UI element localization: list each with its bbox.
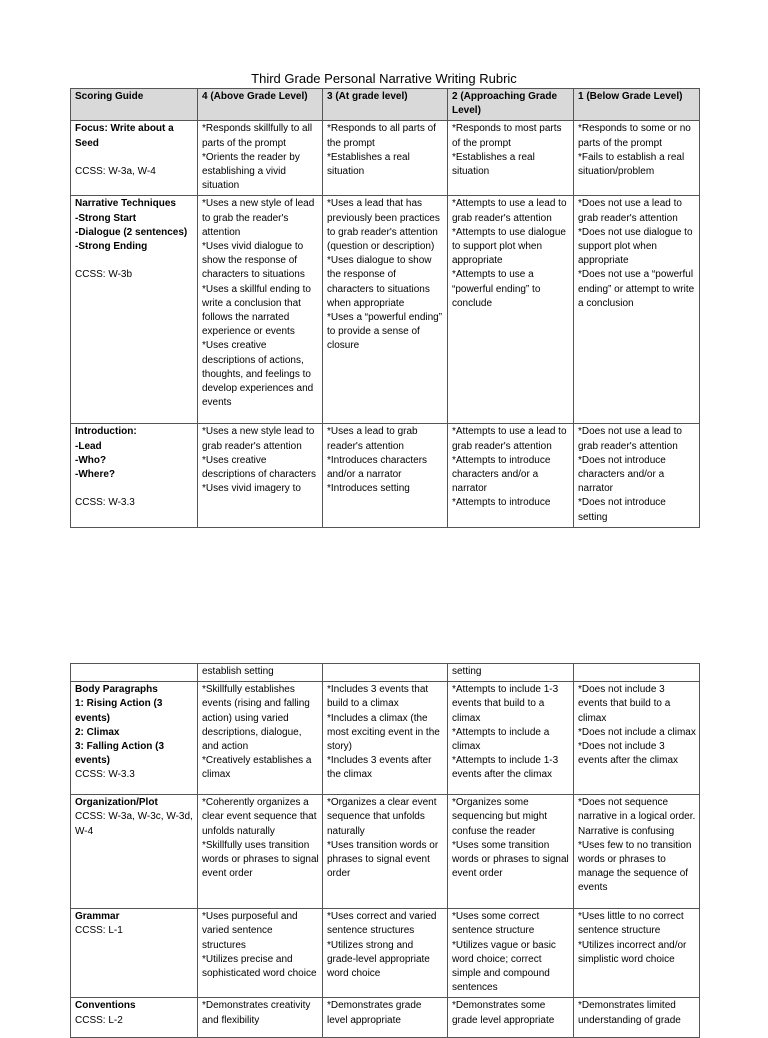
- table-cell: [323, 664, 448, 682]
- header-cell: 2 (Approaching Grade Level): [448, 89, 574, 121]
- rubric-cell: [574, 909, 700, 998]
- rubric-cell: [323, 682, 448, 795]
- table-row: [71, 998, 700, 1038]
- criterion-cell: [71, 998, 198, 1038]
- rubric-cell: [574, 682, 700, 795]
- header-cell: 4 (Above Grade Level): [198, 89, 323, 121]
- criterion-name: Grammar: [75, 911, 120, 923]
- rubric-cell: [198, 682, 323, 795]
- rubric-cell: [448, 121, 574, 196]
- criterion-standard: CCSS: L-2: [75, 1014, 123, 1026]
- table-row: [71, 795, 700, 909]
- rubric-description: *Coherently organizes a clear event sequence that unfolds naturally *Skillfully uses transition words or phrases to signal event order: [202, 797, 319, 880]
- criterion-standard: CCSS: W-3b: [75, 269, 133, 281]
- criterion-standard: CCSS: W-3.3: [75, 497, 135, 509]
- criterion-name: Conventions: [75, 1000, 136, 1012]
- rubric-description: *Attempts to include 1-3 events that build to a climax *Attempts to include a climax *Attempts to include 1-3 events after the climax: [452, 684, 559, 781]
- continuation-row: [71, 664, 700, 682]
- table-cell: establish setting: [198, 664, 323, 682]
- rubric-cell: [448, 682, 574, 795]
- rubric-cell: [198, 424, 323, 527]
- rubric-description: *Demonstrates some grade level appropriate: [452, 1000, 555, 1026]
- table-row: [71, 909, 700, 998]
- rubric-cell: [448, 909, 574, 998]
- criterion-cell: [71, 196, 198, 424]
- table-row: [71, 682, 700, 795]
- page-title: Third Grade Personal Narrative Writing Rubric: [251, 71, 517, 86]
- rubric-cell: [574, 196, 700, 424]
- criterion-name: Organization/Plot: [75, 797, 158, 809]
- rubric-description: *Organizes some sequencing but might confuse the reader *Uses some transition words or phrases to signal event order: [452, 797, 569, 880]
- header-cell: 1 (Below Grade Level): [574, 89, 700, 121]
- rubric-cell: [323, 909, 448, 998]
- criterion-name: Body Paragraphs 1: Rising Action (3 events) 2: Climax 3: Falling Action (3 events): [75, 684, 165, 767]
- rubric-cell: [574, 795, 700, 909]
- rubric-description: *Responds to some or no parts of the prompt *Fails to establish a real situation/problem: [578, 123, 691, 178]
- table-row: [71, 424, 700, 527]
- rubric-table-part-1: [70, 88, 700, 528]
- rubric-cell: [323, 196, 448, 424]
- rubric-description: *Does not include 3 events that build to a climax *Does not include a climax *Does not include 3 events after the climax: [578, 684, 696, 767]
- rubric-cell: [198, 196, 323, 424]
- table-row: [71, 121, 700, 196]
- criterion-cell: [71, 909, 198, 998]
- rubric-cell: [198, 121, 323, 196]
- rubric-description: *Attempts to use a lead to grab reader's attention *Attempts to introduce characters and/or a narrator *Attempts to introduce: [452, 426, 567, 509]
- rubric-cell: [198, 909, 323, 998]
- table-cell: [574, 664, 700, 682]
- rubric-cell: [198, 795, 323, 909]
- rubric-cell: [574, 121, 700, 196]
- criterion-standard: CCSS: W-3a, W-4: [75, 165, 156, 177]
- table-row: [71, 196, 700, 424]
- criterion-standard: CCSS: L-1: [75, 925, 123, 937]
- rubric-description: *Attempts to use a lead to grab reader's attention *Attempts to use dialogue to support plot when appropriate *Attempts to use a “powerful ending” to conclude: [452, 198, 567, 309]
- criterion-standard: CCSS: W-3a, W-3c, W-3d, W-4: [75, 811, 193, 837]
- criterion-cell: [71, 682, 198, 795]
- rubric-description: *Uses a new style lead to grab reader's attention *Uses creative descriptions of characters *Uses vivid imagery to: [202, 426, 316, 495]
- rubric-description: *Demonstrates limited understanding of grade: [578, 1000, 681, 1026]
- criterion-cell: [71, 121, 198, 196]
- rubric-description: *Uses a lead to grab reader's attention *Introduces characters and/or a narrator *Introduces setting: [327, 426, 428, 495]
- rubric-description: *Organizes a clear event sequence that unfolds naturally *Uses transition words or phrases to signal event order: [327, 797, 439, 880]
- table-cell: setting: [448, 664, 574, 682]
- rubric-description: *Uses correct and varied sentence structures *Utilizes strong and grade-level appropriate word choice: [327, 911, 437, 980]
- rubric-cell: [448, 795, 574, 909]
- table-cell: [71, 664, 198, 682]
- rubric-description: *Uses purposeful and varied sentence structures *Utilizes precise and sophisticated word choice: [202, 911, 317, 980]
- rubric-description: *Does not use a lead to grab reader's attention *Does not introduce characters and/or a narrator *Does not introduce setting: [578, 426, 682, 523]
- rubric-description: *Demonstrates grade level appropriate: [327, 1000, 422, 1026]
- rubric-cell: [323, 795, 448, 909]
- rubric-description: *Skillfully establishes events (rising and falling action) using varied descriptions, dialogue, and action *Creatively establishes a climax: [202, 684, 312, 781]
- rubric-description: *Responds to all parts of the prompt *Establishes a real situation: [327, 123, 436, 178]
- rubric-description: *Demonstrates creativity and flexibility: [202, 1000, 311, 1026]
- rubric-description: *Uses some correct sentence structure *Utilizes vague or basic word choice; correct simple and compound sentences: [452, 911, 556, 994]
- rubric-description: *Includes 3 events that build to a climax *Includes a climax (the most exciting event in the story) *Includes 3 events after the climax: [327, 684, 440, 781]
- rubric-description: *Does not sequence narrative in a logical order. Narrative is confusing *Uses few to no transition words or phrases to manage the sequence of events: [578, 797, 696, 894]
- criterion-cell: [71, 424, 198, 527]
- criterion-standard: CCSS: W-3.3: [75, 769, 135, 781]
- table-header-row: [71, 89, 700, 121]
- header-cell: 3 (At grade level): [323, 89, 448, 121]
- rubric-cell: [574, 424, 700, 527]
- rubric-description: *Uses a lead that has previously been practices to grab reader's attention (question or description) *Uses dialogue to show the response of characters to situations when appropriate *Uses a “powerful ending” to provide a sense of closure: [327, 198, 443, 352]
- rubric-description: *Responds skillfully to all parts of the prompt *Orients the reader by establishing a vivid situation: [202, 123, 313, 192]
- header-cell: Scoring Guide: [71, 89, 198, 121]
- criterion-name: Narrative Techniques -Strong Start -Dialogue (2 sentences) -Strong Ending: [75, 198, 188, 253]
- rubric-description: *Uses little to no correct sentence structure *Utilizes incorrect and/or simplistic word choice: [578, 911, 687, 965]
- criterion-name: Introduction: -Lead -Who? -Where?: [75, 426, 137, 481]
- rubric-cell: [323, 424, 448, 527]
- criterion-cell: [71, 795, 198, 909]
- rubric-cell: [448, 196, 574, 424]
- criterion-name: Focus: Write about a Seed: [75, 123, 174, 149]
- rubric-description: *Uses a new style of lead to grab the reader's attention *Uses vivid dialogue to show the response of characters to situations *Uses a skillful ending to write a conclusion that follows the narrated experience or events *Uses creative descriptions of actions, thoughts, and feelings to develop experiences and events: [202, 198, 315, 409]
- rubric-cell: [198, 998, 323, 1038]
- rubric-description: *Does not use a lead to grab reader's attention *Does not use dialogue to support plot when appropriate *Does not use a “powerful ending” or attempt to write a conclusion: [578, 198, 695, 309]
- rubric-cell: [323, 121, 448, 196]
- rubric-description: *Responds to most parts of the prompt *Establishes a real situation: [452, 123, 562, 178]
- rubric-table-part-2: [70, 663, 700, 1038]
- rubric-cell: [574, 998, 700, 1038]
- rubric-cell: [323, 998, 448, 1038]
- rubric-cell: [448, 424, 574, 527]
- rubric-cell: [448, 998, 574, 1038]
